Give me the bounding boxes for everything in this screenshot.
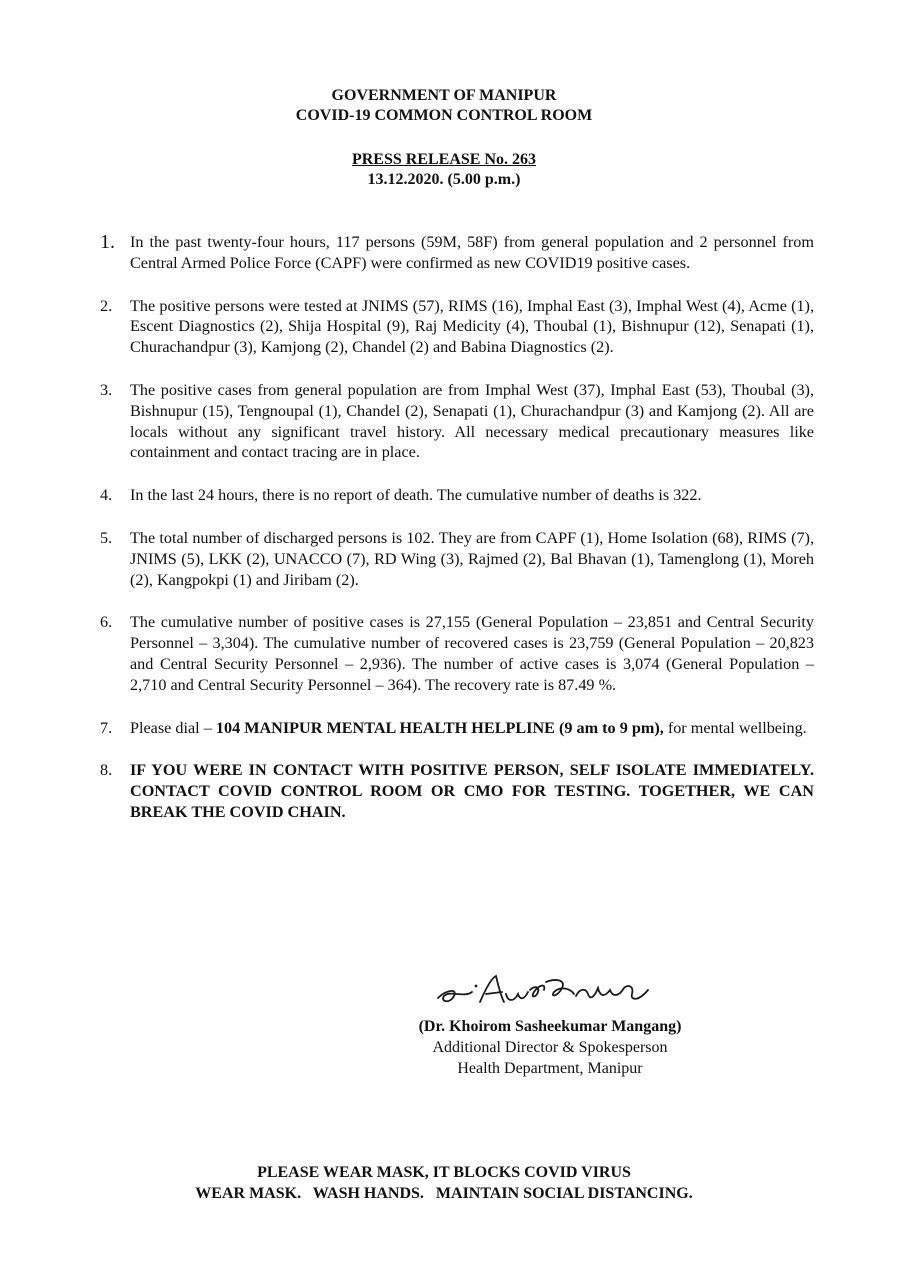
item-text [130, 718, 814, 739]
press-release-title: PRESS RELEASE No. 263 [351, 151, 537, 168]
item-text: The total number of discharged persons is 102. They are from CAPF (1), Home Isolation (68), RIMS (7), JNIMS (5), LKK (2), UNACCO (7), RD Wing (3), Rajmed (2), Bal Bhavan (1), Tamenglong (1), Moreh (2), Kangpokpi (1) and Jiribam (2). [130, 528, 814, 589]
item-number: 6. [100, 613, 113, 632]
footer-mask-message: PLEASE WEAR MASK, IT BLOCKS COVID VIRUS [257, 1164, 631, 1181]
item-text-post: for mental wellbeing. [663, 718, 807, 737]
item-number: 8. [100, 761, 113, 780]
item-text: The positive persons were tested at JNIMS (57), RIMS (16), Imphal East (3), Imphal West (4), Acme (1), Escent Diagnostics (2), Shija Hospital (9), Raj Medicity (4), Thoubal (1), Bishnupur (12), Senapati (1), Churachandpur (3), Kamjong (2), Chandel (2) and Babina Diagnostics (2). [130, 296, 814, 357]
government-heading: GOVERNMENT OF MANIPUR [331, 87, 557, 104]
list-item [100, 528, 814, 590]
item-text: In the last 24 hours, there is no report of death. The cumulative number of deaths is 322. [130, 486, 702, 505]
signatory-block [380, 1016, 720, 1079]
list-item [100, 612, 814, 695]
item-number: 4. [100, 486, 113, 505]
helpline-text: 104 MANIPUR MENTAL HEALTH HELPLINE (9 am to 9 pm), [215, 718, 664, 737]
item-number: 7. [100, 718, 113, 737]
list-item [100, 485, 814, 506]
press-release-date: 13.12.2020. (5.00 p.m.) [367, 171, 521, 188]
list-item [100, 380, 814, 463]
item-text: The cumulative number of positive cases is 27,155 (General Population – 23,851 and Central Security Personnel – 3,304). The cumulative number of recovered cases is 23,759 (General Population – 20,823 and Central Security Personnel – 2,936). The number of active cases is 3,074 (General Population – 2,710 and Central Security Personnel – 364). The recovery rate is 87.49 %. [130, 613, 814, 694]
item-number: 2. [100, 296, 113, 315]
signatory-name: (Dr. Khoirom Sasheekumar Mangang) [418, 1018, 682, 1035]
signatory-designation: Additional Director & Spokesperson [432, 1039, 668, 1056]
item-text: IF YOU WERE IN CONTACT WITH POSITIVE PERSON, SELF ISOLATE IMMEDIATELY. CONTACT COVID CONTROL ROOM OR CMO FOR TESTING. TOGETHER, WE CAN BREAK THE COVID CHAIN. [130, 761, 814, 821]
handwritten-signature [434, 968, 654, 1018]
list-item [100, 232, 814, 274]
item-number: 3. [100, 380, 113, 399]
footer-safety-message: WEAR MASK. WASH HANDS. MAINTAIN SOCIAL DISTANCING. [195, 1185, 693, 1202]
control-room-heading: COVID-19 COMMON CONTROL ROOM [295, 107, 593, 124]
item-number: 5. [100, 528, 113, 547]
item-text: In the past twenty-four hours, 117 persons (59M, 58F) from general population and 2 personnel from Central Armed Police Force (CAPF) were confirmed as new COVID19 positive cases. [130, 233, 814, 272]
item-text-pre: Please dial – [130, 718, 216, 737]
item-number: 1. [100, 231, 115, 253]
list-item [100, 718, 814, 739]
signatory-department: Health Department, Manipur [457, 1060, 643, 1077]
press-release-items [100, 232, 814, 845]
item-text: The positive cases from general population are from Imphal West (37), Imphal East (53), Thoubal (3), Bishnupur (15), Tengnoupal (1), Chandel (2), Senapati (1), Churachandpur (3) and Kamjong (2). All are locals without any significant travel history. All necessary medical precautionary measures like containment and contact tracing are in place. [130, 380, 814, 462]
list-item [100, 760, 814, 822]
list-item [100, 296, 814, 358]
